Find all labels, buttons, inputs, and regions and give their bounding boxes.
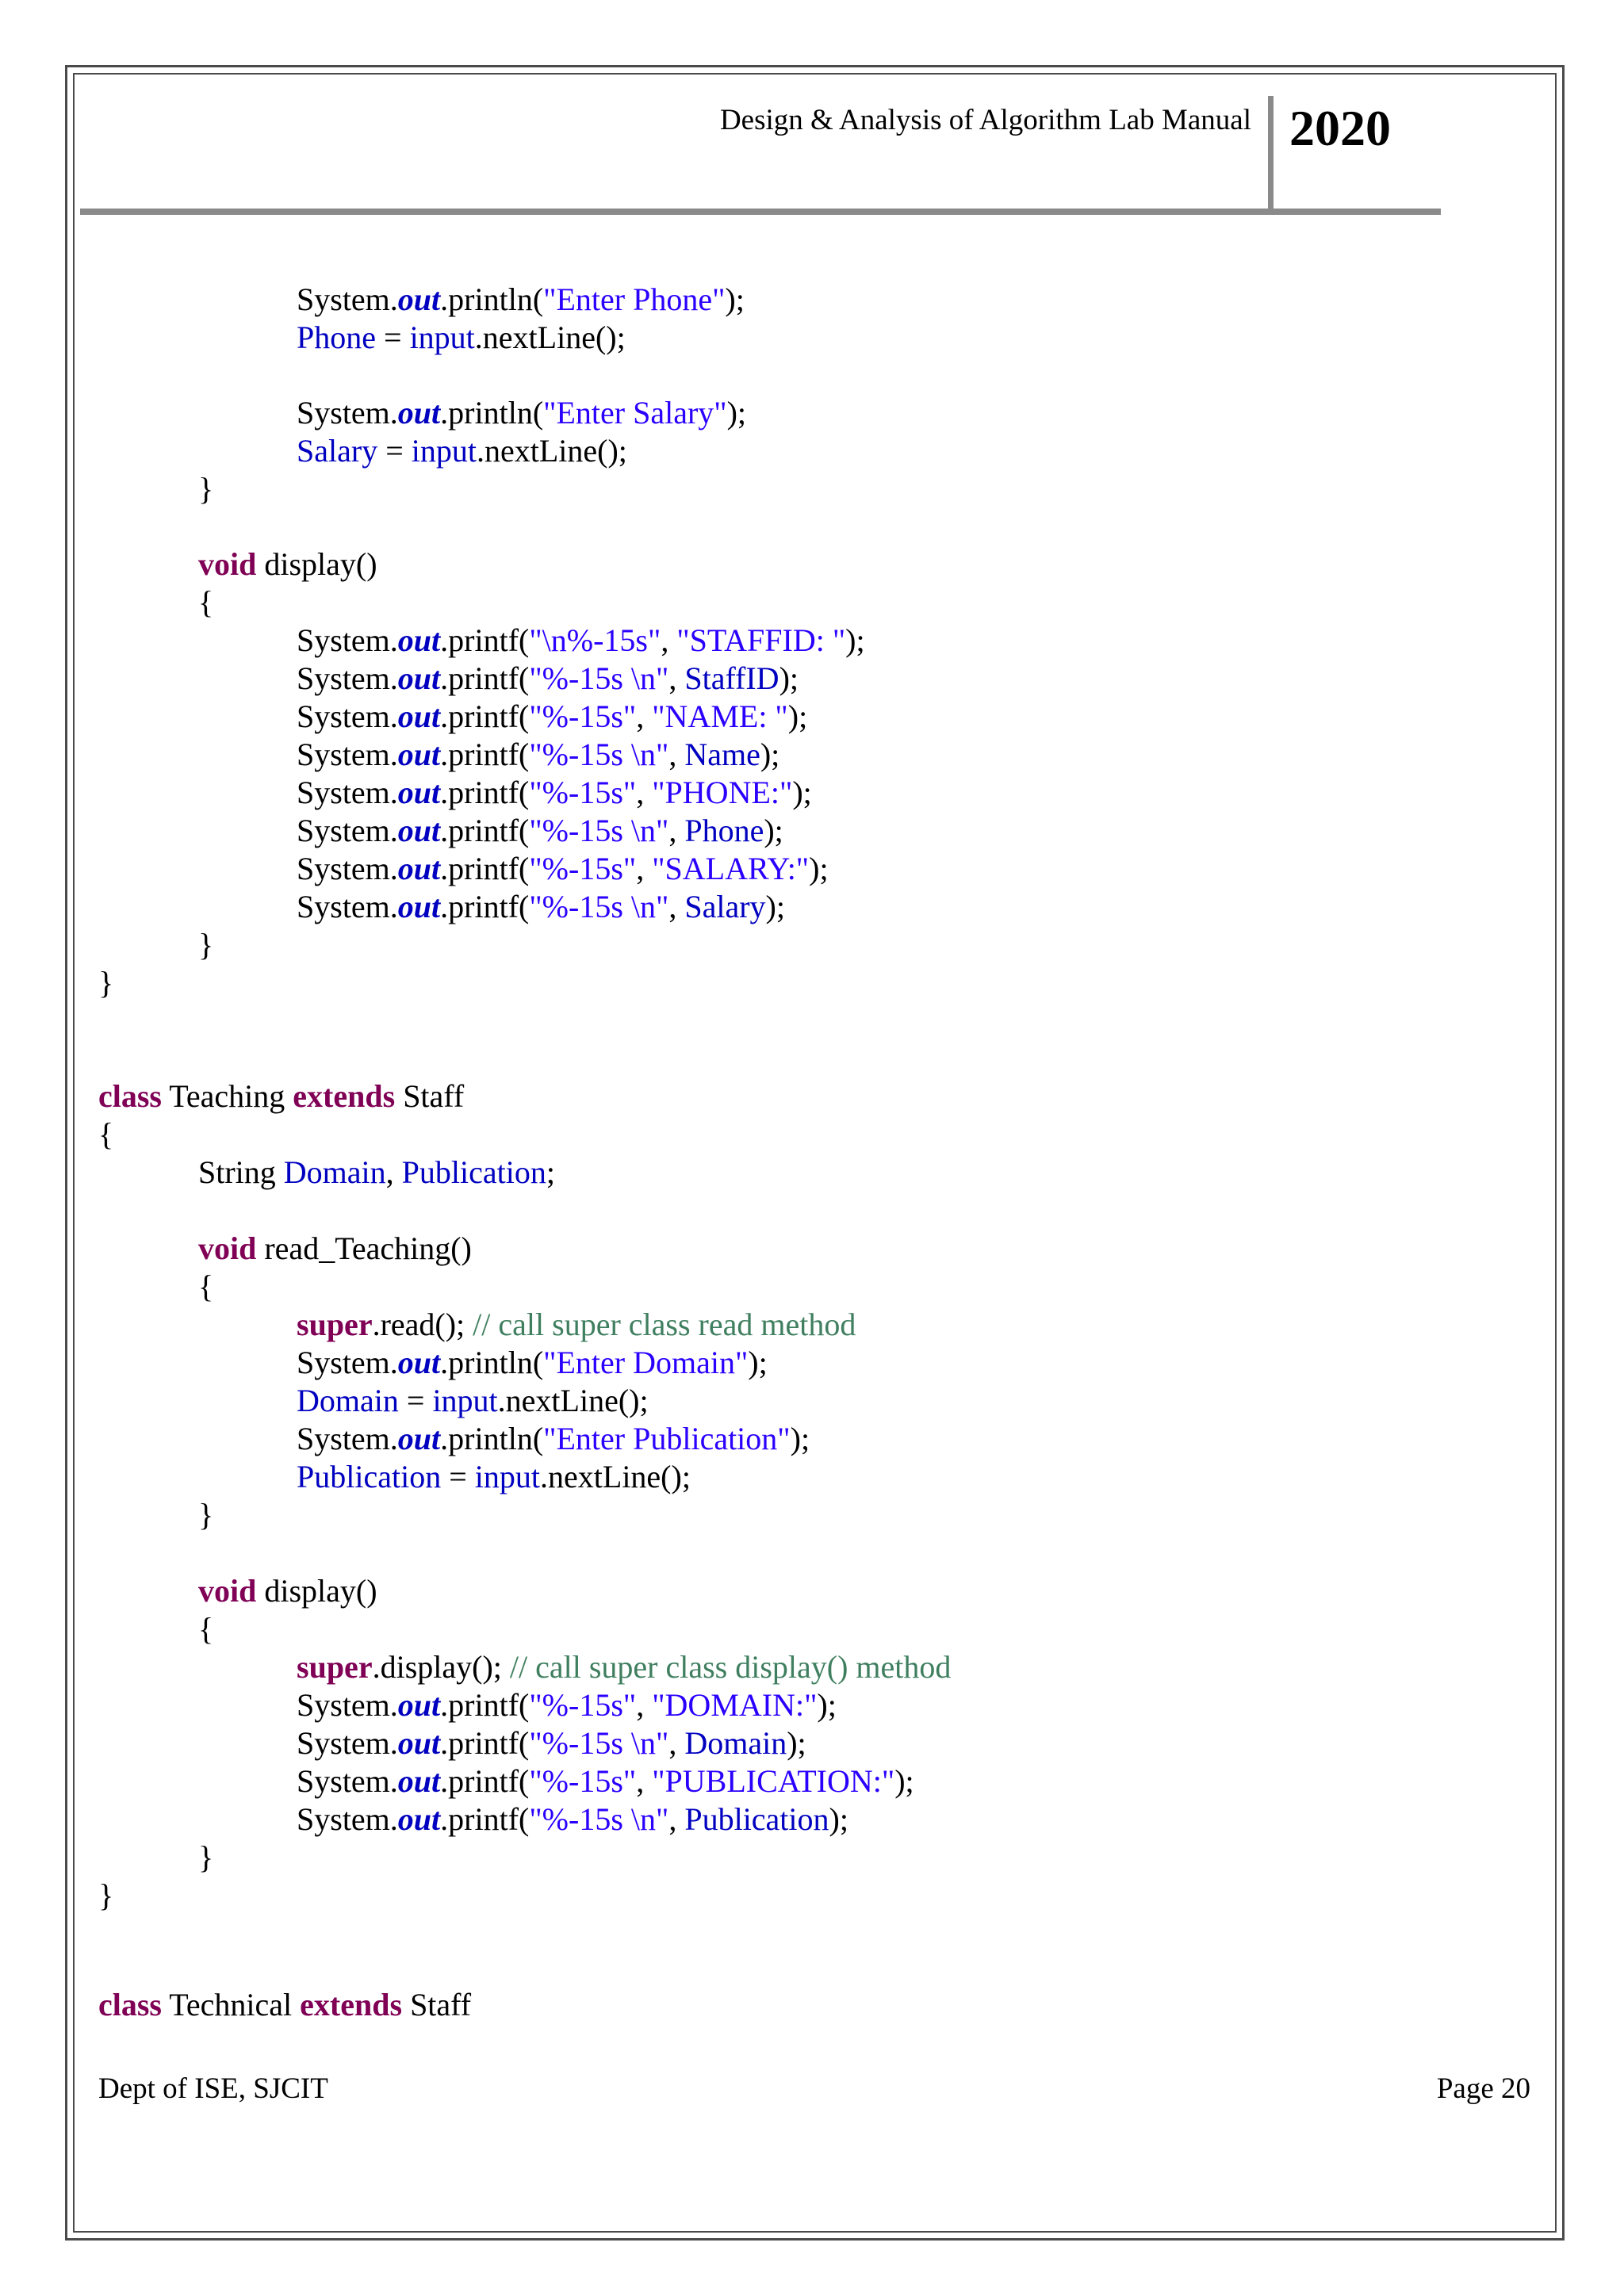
header-divider-horizontal <box>80 209 1441 215</box>
header-divider-vertical <box>1268 96 1274 211</box>
code-line: System.out.printf("%-15s", "NAME: "); <box>297 698 808 734</box>
code-line: } <box>198 1839 214 1875</box>
code-line: Publication = input.nextLine(); <box>297 1459 691 1494</box>
code-line: System.out.printf("%-15s \n", Publication); <box>297 1801 848 1837</box>
code-line: System.out.printf("%-15s \n", Phone); <box>297 813 783 848</box>
code-line: System.out.printf("%-15s", "PHONE:"); <box>297 775 812 810</box>
code-line: System.out.printf("%-15s \n", StaffID); <box>297 660 799 696</box>
code-line: System.out.printf("%-15s \n", Name); <box>297 737 780 772</box>
code-line: System.out.println("Enter Domain"); <box>297 1345 768 1380</box>
code-line: System.out.println("Enter Phone"); <box>297 281 745 317</box>
code-line: Phone = input.nextLine(); <box>297 320 626 355</box>
code-line: } <box>98 1877 114 1913</box>
code-line: { <box>198 1269 214 1304</box>
code-line: super.read(); // call super class read method <box>297 1307 856 1342</box>
footer-page-number: Page 20 <box>1436 2072 1530 2105</box>
code-line: Domain = input.nextLine(); <box>297 1383 649 1418</box>
code-line: } <box>98 965 114 1001</box>
code-line: super.display(); // call super class display() method <box>297 1649 952 1685</box>
code-line: class Teaching extends Staff <box>98 1078 465 1114</box>
code-line: System.out.printf("%-15s \n", Salary); <box>297 889 785 924</box>
code-line: String Domain, Publication; <box>198 1154 556 1190</box>
code-line: void display() <box>198 546 377 582</box>
code-line: Salary = input.nextLine(); <box>297 433 627 469</box>
code-line: { <box>98 1116 114 1152</box>
header-title: Design & Analysis of Algorithm Lab Manual <box>719 104 1251 136</box>
code-line: void read_Teaching() <box>198 1230 472 1266</box>
code-line: } <box>198 1497 214 1533</box>
code-line: System.out.printf("%-15s", "DOMAIN:"); <box>297 1687 837 1723</box>
code-line: } <box>198 927 214 962</box>
code-line: System.out.println("Enter Publication"); <box>297 1421 810 1456</box>
footer-department: Dept of ISE, SJCIT <box>98 2072 328 2105</box>
code-line: } <box>198 471 214 507</box>
code-line: { <box>198 1611 214 1647</box>
code-line: { <box>198 584 214 620</box>
code-line: void display() <box>198 1573 377 1609</box>
code-line: System.out.printf("\n%-15s", "STAFFID: "); <box>297 622 865 658</box>
code-line: System.out.printf("%-15s", "PUBLICATION:"); <box>297 1763 914 1799</box>
page-border-inner <box>73 73 1557 2233</box>
code-line: System.out.printf("%-15s \n", Domain); <box>297 1725 806 1761</box>
code-line: System.out.println("Enter Salary"); <box>297 395 747 430</box>
code-line: System.out.printf("%-15s", "SALARY:"); <box>297 851 829 886</box>
code-line: class Technical extends Staff <box>98 1987 472 2022</box>
header-year: 2020 <box>1289 100 1391 156</box>
